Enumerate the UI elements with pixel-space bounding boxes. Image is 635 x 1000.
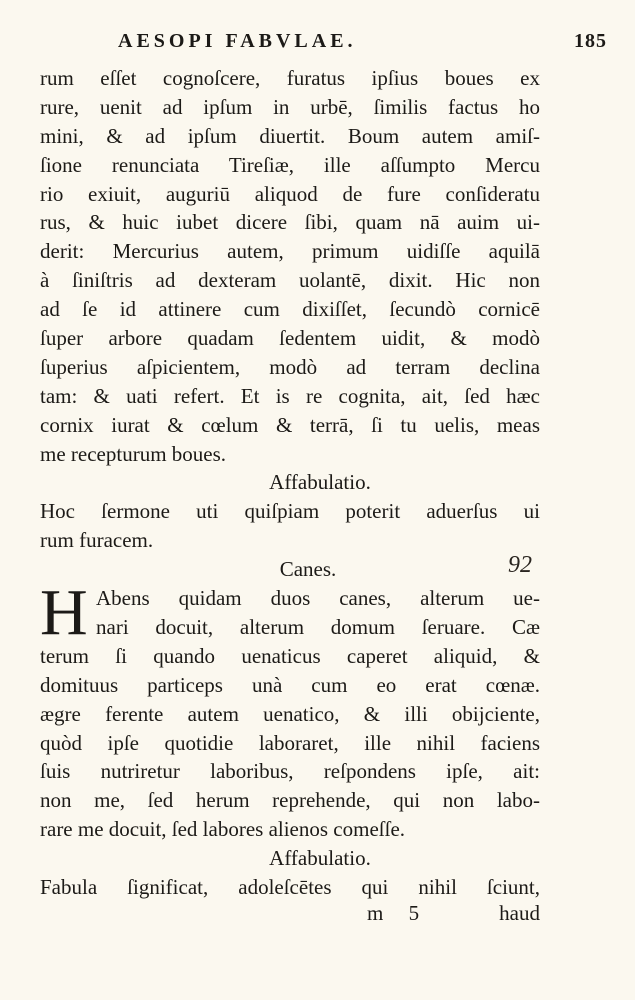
text-line: rus, & huic iubet dicere ſibi, quam nā auim ui- <box>40 210 540 235</box>
section-heading: Affabulatio. <box>269 846 371 871</box>
text-line: ſione renunciata Tireſiæ, ille aſſumpto Mercu <box>40 152 540 177</box>
text-line: derit: Mercurius autem, primum uidiſſe aquilā <box>40 239 540 264</box>
catchword: haud <box>499 901 540 925</box>
fable-title: Canes. <box>279 557 337 582</box>
text-line: rare me docuit, ſed labores alienos comeſſe. <box>40 817 406 842</box>
text-line: ſuis nutriretur laboribus, reſpondens ipſe, ait: <box>40 759 540 784</box>
page-footer <box>40 898 540 928</box>
text-line: cornix iurat & cœlum & terrā, ſi tu uelis, meas <box>40 412 540 437</box>
text-line: ſuper arbore quadam ſedentem uidit, & modò <box>40 326 540 351</box>
page-number: 185 <box>574 30 607 52</box>
text-line: mini, & ad ipſum diuertit. Boum autem amiſ- <box>40 123 540 148</box>
text-line: tam: & uati refert. Et is re cognita, ait, ſed hæc <box>40 383 540 408</box>
moral-line: Hoc ſermone uti quiſpiam poterit aduerſus ui <box>40 499 540 524</box>
moral-line: rum furacem. <box>40 528 154 553</box>
section-heading: Affabulatio. <box>269 470 371 495</box>
text-line: ad ſe id attinere cum dixiſſet, ſecundò cornicē <box>40 297 540 322</box>
text-line: rure, uenit ad ipſum in urbē, ſimilis factus ho <box>40 94 540 119</box>
running-head <box>118 30 607 58</box>
signature-mark: m 5 <box>367 901 430 925</box>
text-line: domituus particeps unà cum eo erat cœnæ. <box>40 672 540 697</box>
text-line: rum eſſet cognoſcere, furatus ipſius boues ex <box>40 66 540 90</box>
text-line: quòd ipſe quotidie laboraret, ille nihil faciens <box>40 730 540 755</box>
text-line: Abens quidam duos canes, alterum ue- <box>96 586 540 611</box>
text-line: non me, ſed herum reprehende, qui non labo- <box>40 788 540 813</box>
handwritten-margin-note: 92 <box>508 552 532 578</box>
drop-cap-paragraph <box>40 576 540 650</box>
text-line: rio exiuit, auguriū aliquod de fure conſideratu <box>40 181 540 206</box>
text-line: à ſiniſtris ad dexteram uolantē, dixit. Hic non <box>40 268 540 293</box>
running-title: AESOPI FABVLAE. <box>118 30 357 52</box>
drop-cap-letter: H <box>40 576 88 650</box>
text-line: ſuperius aſpicientem, modò ad terram declina <box>40 354 540 379</box>
text-line: me recepturum boues. <box>40 441 227 466</box>
text-line: nari docuit, alterum domum ſeruare. Cæ <box>96 614 540 639</box>
text-line: terum ſi quando uenaticus caperet aliquid, & <box>40 643 540 668</box>
moral-line: Fabula ſignificat, adoleſcētes qui nihil ſciunt, <box>40 874 540 899</box>
text-line: ægre ferente autem uenatico, & illi obijciente, <box>40 701 540 726</box>
text-block <box>40 64 540 902</box>
